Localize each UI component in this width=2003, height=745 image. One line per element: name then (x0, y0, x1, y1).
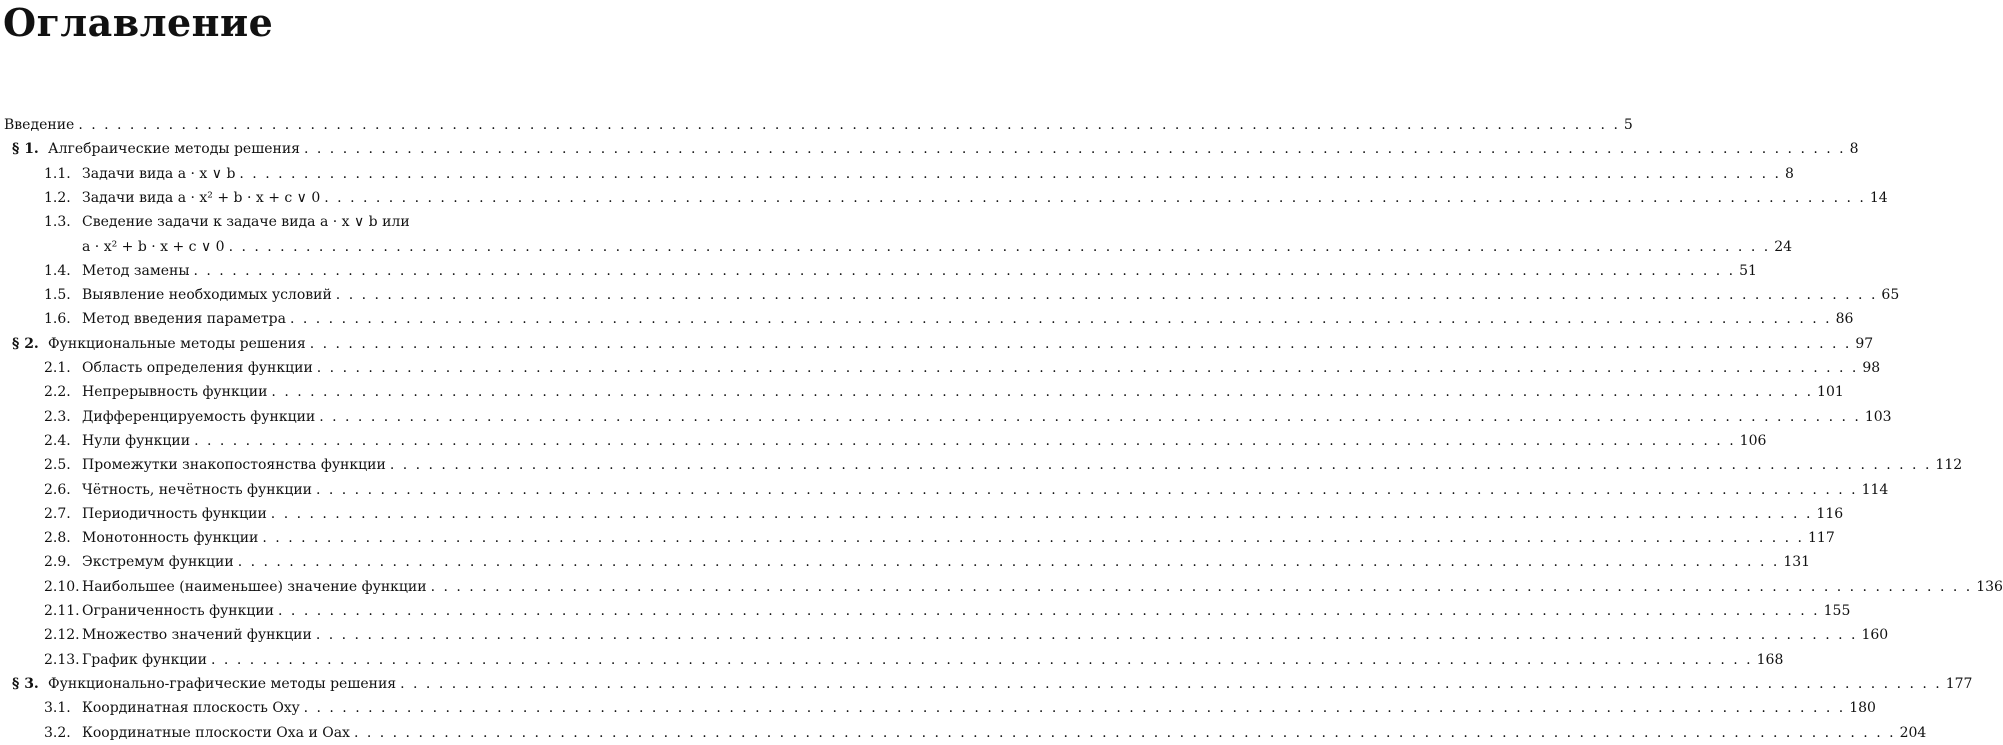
toc-entry-number: 2.4. (44, 432, 71, 449)
toc-dot-leader: . . . . . . . . . . . . . . . . . . . . . . . . . . . . . . . . . . . . . . . . . . . . . . . . . . . . . . . . . . . . . . . . . . . . . . . . . . . . . . . . . . . . . . . . . . . . . . . . . . . . . . . . . . . . . . . . . . . . . . . . (430, 578, 1973, 595)
toc-entry[interactable] (0, 575, 2003, 599)
toc-entry-number: § 1. (12, 141, 39, 158)
toc-page-number: 97 (1855, 335, 1874, 352)
toc-entry-title: Множество значений функции (82, 627, 312, 644)
toc-entry[interactable] (0, 332, 1874, 356)
toc-dot-leader: . . . . . . . . . . . . . . . . . . . . . . . . . . . . . . . . . . . . . . . . . . . . . . . . . . . . . . . . . . . . . . . . . . . . . . . . . . . . . . . . . . . . . . . . . . . . . . . . . . . . . . . . . . . . . . . . . . . . . . . . (303, 700, 1846, 717)
toc-page-number: 160 (1861, 627, 1889, 644)
toc-page-number: 117 (1808, 530, 1835, 547)
toc-dot-leader: . . . . . . . . . . . . . . . . . . . . . . . . . . . . . . . . . . . . . . . . . . . . . . . . . . . . . . . . . . . . . . . . . . . . . . . . . . . . . . . . . . . . . . . . . . . . . . . . . . . . . . . . . . . . . . . . . . . . . . . . (278, 603, 1820, 619)
toc-entry[interactable] (0, 235, 1793, 259)
toc-entry[interactable] (0, 696, 1876, 720)
toc-entry[interactable] (0, 526, 1835, 550)
toc-page-number: 65 (1881, 287, 1900, 304)
toc-page-number: 106 (1739, 432, 1767, 449)
toc-page-number: 101 (1817, 384, 1844, 401)
toc-entry[interactable] (0, 186, 1888, 210)
toc-entry-number: 2.7. (44, 505, 71, 522)
toc-dot-leader: . . . . . . . . . . . . . . . . . . . . . . . . . . . . . . . . . . . . . . . . . . . . . . . . . . . . . . . . . . . . . . . . . . . . . . . . . . . . . . . . . . . . . . . . . . . . . . . . . . . . . . . . . . . . . . . . . . . . . . . . (315, 627, 1858, 644)
toc-entry-number: § 2. (12, 335, 39, 352)
toc-dot-leader: . . . . . . . . . . . . . . . . . . . . . . . . . . . . . . . . . . . . . . . . . . . . . . . . . . . . . . . . . . . . . . . . . . . . . . . . . . . . . . . . . . . . . . . . . . . . . . . . . . . . . . . . . . . . . . . . . . . . . . . . (271, 384, 1814, 401)
toc-entry-title: Экстремум функции (82, 554, 234, 571)
toc-page-number: 114 (1861, 481, 1889, 498)
toc-entry-title: Функциональные методы решения (48, 335, 306, 352)
toc-entry-title: Монотонность функции (82, 530, 259, 547)
toc-entry[interactable] (0, 283, 1900, 307)
toc-dot-leader: . . . . . . . . . . . . . . . . . . . . . . . . . . . . . . . . . . . . . . . . . . . . . . . . . . . . . . . . . . . . . . . . . . . . . . . . . . . . . . . . . . . . . . . . . . . . . . . . . . . . . . . . . . . . . . . . . . . . . . . . (237, 554, 1780, 571)
toc-entry-title: Задачи вида a · x ∨ b (82, 165, 236, 182)
toc-entry[interactable] (0, 502, 1844, 526)
toc-dot-leader: . . . . . . . . . . . . . . . . . . . . . . . . . . . . . . . . . . . . . . . . . . . . . . . . . . . . . . . . . . . . . . . . . . . . . . . . . . . . . . . . . . . . . . . . . . . . . . . . . . . . . . . . . . . . . . . . . . . . . . . . (316, 360, 1859, 376)
toc-page-number: 86 (1835, 311, 1854, 328)
toc-entry[interactable] (0, 162, 1794, 186)
toc-entry-title: Промежутки знакопостоянства функции (82, 457, 386, 474)
toc-entry-title: Непрерывность функции (82, 384, 268, 401)
toc-dot-leader: . . . . . . . . . . . . . . . . . . . . . . . . . . . . . . . . . . . . . . . . . . . . . . . . . . . . . . . . . . . . . . . . . . . . . . . . . . . . . . . . . . . . . . . . . . . . . . . . . . . . . . . . . . . . . . . . . . . . . . . . (78, 117, 1620, 133)
toc-dot-leader: . . . . . . . . . . . . . . . . . . . . . . . . . . . . . . . . . . . . . . . . . . . . . . . . . . . . . . . . . . . . . . . . . . . . . . . . . . . . . . . . . . . . . . . . . . . . . . . . . . . . . . . . . . . . . . . . . . . . . . . . (335, 287, 1878, 304)
toc-entry-number: 3.1. (44, 700, 71, 717)
toc-dot-leader: . . . . . . . . . . . . . . . . . . . . . . . . . . . . . . . . . . . . . . . . . . . . . . . . . . . . . . . . . . . . . . . . . . . . . . . . . . . . . . . . . . . . . . . . . . . . . . . . . . . . . . . . . . . . . . . . . . . . . . . . (319, 408, 1861, 425)
toc-entry-number: 2.12. (44, 627, 80, 644)
toc-entry-number: 1.3. (44, 214, 71, 231)
toc-entry-title: Нули функции (82, 432, 191, 449)
toc-dot-leader: . . . . . . . . . . . . . . . . . . . . . . . . . . . . . . . . . . . . . . . . . . . . . . . . . . . . . . . . . . . . . . . . . . . . . . . . . . . . . . . . . . . . . . . . . . . . . . . . . . . . . . . . . . . . . . . . . . . . . . . . (289, 311, 1832, 328)
toc-dot-leader: . . . . . . . . . . . . . . . . . . . . . . . . . . . . . . . . . . . . . . . . . . . . . . . . . . . . . . . . . . . . . . . . . . . . . . . . . . . . . . . . . . . . . . . . . . . . . . . . . . . . . . . . . . . . . . . . . . . . . . . . (309, 335, 1852, 352)
page-title: Оглавление (3, 0, 274, 45)
toc-entry-number: 1.2. (44, 189, 71, 206)
toc-dot-leader: . . . . . . . . . . . . . . . . . . . . . . . . . . . . . . . . . . . . . . . . . . . . . . . . . . . . . . . . . . . . . . . . . . . . . . . . . . . . . . . . . . . . . . . . . . . . . . . . . . . . . . . . . . . . . . . . . . . . . . . . (353, 724, 1896, 741)
toc-page-number: 14 (1869, 189, 1888, 206)
toc-page-number: 131 (1783, 554, 1811, 571)
toc-entry-number: 1.6. (44, 311, 71, 328)
toc-entry-title: Метод замены (82, 262, 190, 279)
toc-entry-title: Координатная плоскость Oxy (82, 700, 300, 717)
toc-entry-number: 1.4. (44, 262, 71, 279)
toc-entry-number: 2.5. (44, 457, 71, 474)
toc-entry-title: Ограниченность функции (82, 603, 275, 619)
toc-page-number: 51 (1739, 262, 1757, 279)
toc-dot-leader: . . . . . . . . . . . . . . . . . . . . . . . . . . . . . . . . . . . . . . . . . . . . . . . . . . . . . . . . . . . . . . . . . . . . . . . . . . . . . . . . . . . . . . . . . . . . . . . . . . . . . . . . . . . . . . . . . . . . . . . . (389, 457, 1932, 474)
toc-entry-number: 1.5. (44, 287, 71, 304)
toc-entry-number: 2.8. (44, 530, 71, 547)
toc-entry-title: a · x² + b · x + c ∨ 0 (82, 238, 225, 255)
toc-entry[interactable] (0, 113, 1633, 137)
toc-page-number: 177 (1945, 675, 1973, 692)
toc-entry-title: Координатные плоскости Oxa и Oax (82, 724, 350, 741)
toc-entry[interactable] (0, 356, 1881, 380)
toc-entry-number: 2.6. (44, 481, 71, 498)
toc-entry-number: 2.13. (44, 651, 80, 668)
toc-page-number: 103 (1864, 408, 1892, 425)
toc-dot-leader: . . . . . . . . . . . . . . . . . . . . . . . . . . . . . . . . . . . . . . . . . . . . . . . . . . . . . . . . . . . . . . . . . . . . . . . . . . . . . . . . . . . . . . . . . . . . . . . . . . . . . . . . . . . . . . . . . . . . . . . . (315, 481, 1858, 498)
toc-dot-leader: . . . . . . . . . . . . . . . . . . . . . . . . . . . . . . . . . . . . . . . . . . . . . . . . . . . . . . . . . . . . . . . . . . . . . . . . . . . . . . . . . . . . . . . . . . . . . . . . . . . . . . . . . . . . . . . . . . . . . . . . (304, 141, 1846, 158)
toc-page-number: 8 (1849, 141, 1859, 158)
toc-entry-number: 3.2. (44, 724, 71, 741)
toc-page-number: 112 (1935, 457, 1963, 474)
toc-entry[interactable] (0, 307, 1854, 331)
toc-entry-title: Метод введения параметра (82, 311, 286, 328)
toc-page-number: 155 (1823, 603, 1851, 619)
toc-dot-leader: . . . . . . . . . . . . . . . . . . . . . . . . . . . . . . . . . . . . . . . . . . . . . . . . . . . . . . . . . . . . . . . . . . . . . . . . . . . . . . . . . . . . . . . . . . . . . . . . . . . . . . . . . . . . . . . . . . . . . . . . (262, 530, 1804, 547)
toc-page-number: 136 (1976, 578, 2003, 595)
toc-entry[interactable] (0, 623, 1889, 647)
toc-dot-leader: . . . . . . . . . . . . . . . . . . . . . . . . . . . . . . . . . . . . . . . . . . . . . . . . . . . . . . . . . . . . . . . . . . . . . . . . . . . . . . . . . . . . . . . . . . . . . . . . . . . . . . . . . . . . . . . . . . . . . . . . (193, 262, 1736, 279)
toc-entry-number: 2.2. (44, 384, 71, 401)
toc-entry[interactable] (0, 453, 1963, 477)
toc-entry-number: 1.1. (44, 165, 71, 182)
toc-dot-leader: . . . . . . . . . . . . . . . . . . . . . . . . . . . . . . . . . . . . . . . . . . . . . . . . . . . . . . . . . . . . . . . . . . . . . . . . . . . . . . . . . . . . . . . . . . . . . . . . . . . . . . . . . . . . . . . . . . . . . . . . (400, 675, 1942, 692)
toc-dot-leader: . . . . . . . . . . . . . . . . . . . . . . . . . . . . . . . . . . . . . . . . . . . . . . . . . . . . . . . . . . . . . . . . . . . . . . . . . . . . . . . . . . . . . . . . . . . . . . . . . . . . . . . . . . . . . . . . . . . . . . . . (270, 505, 1813, 522)
toc-page-number: 168 (1756, 651, 1784, 668)
toc-entry-title: Наибольшее (наименьшее) значение функции (82, 578, 427, 595)
toc-page-number: 8 (1785, 165, 1794, 182)
toc-page-number: 204 (1899, 724, 1927, 741)
toc-entry-number: 2.10. (44, 578, 80, 595)
toc-entry[interactable] (0, 721, 1927, 745)
toc-entry-number: 2.1. (44, 360, 71, 376)
toc-entry[interactable] (0, 405, 1892, 429)
toc-entry[interactable] (0, 550, 1811, 574)
toc-entry[interactable] (0, 672, 1973, 696)
toc-entry-title: Сведение задачи к задаче вида a · x ∨ b или (82, 214, 410, 231)
toc-page-number: 116 (1816, 505, 1844, 522)
toc-page-number: 98 (1862, 360, 1881, 376)
toc-entry-title: Чётность, нечётность функции (82, 481, 312, 498)
toc-entry-title: Выявление необходимых условий (82, 287, 332, 304)
toc-dot-leader: . . . . . . . . . . . . . . . . . . . . . . . . . . . . . . . . . . . . . . . . . . . . . . . . . . . . . . . . . . . . . . . . . . . . . . . . . . . . . . . . . . . . . . . . . . . . . . . . . . . . . . . . . . . . . . . . . . . . . . . . (324, 189, 1866, 206)
toc-entry-title: Алгебраические методы решения (48, 141, 300, 158)
toc-entry[interactable] (0, 380, 1844, 404)
toc-dot-leader: . . . . . . . . . . . . . . . . . . . . . . . . . . . . . . . . . . . . . . . . . . . . . . . . . . . . . . . . . . . . . . . . . . . . . . . . . . . . . . . . . . . . . . . . . . . . . . . . . . . . . . . . . . . . . . . . . . . . . . . . (239, 165, 1782, 182)
toc-entry-number: 2.3. (44, 408, 71, 425)
toc-entry-title: Дифференцируемость функции (82, 408, 316, 425)
toc-entry[interactable] (0, 210, 543, 234)
toc-dot-leader: . . . . . . . . . . . . . . . . . . . . . . . . . . . . . . . . . . . . . . . . . . . . . . . . . . . . . . . . . . . . . . . . . . . . . . . . . . . . . . . . . . . . . . . . . . . . . . . . . . . . . . . . . . . . . . . . . . . . . . . . (194, 432, 1736, 449)
toc-entry[interactable] (0, 137, 1859, 161)
toc-entry-title: График функции (82, 651, 208, 668)
toc-entry-title: Периодичность функции (82, 505, 267, 522)
toc-entry[interactable] (0, 599, 1851, 623)
toc-entry[interactable] (0, 429, 1767, 453)
toc-entry-title: Введение (4, 117, 75, 133)
toc-entry-number: 2.9. (44, 554, 71, 571)
toc-page-number: 5 (1623, 117, 1633, 133)
toc-entry-number: 2.11. (44, 603, 80, 619)
toc-entry-title: Функционально-графические методы решения (48, 675, 397, 692)
toc-entry-title: Задачи вида a · x² + b · x + c ∨ 0 (82, 189, 321, 206)
toc-dot-leader: . . . . . . . . . . . . . . . . . . . . . . . . . . . . . . . . . . . . . . . . . . . . . . . . . . . . . . . . . . . . . . . . . . . . . . . . . . . . . . . . . . . . . . . . . . . . . . . . . . . . . . . . . . . . . . . . . . . . . . . . (211, 651, 1753, 668)
toc-entry-title: Область определения функции (82, 360, 313, 376)
toc-dot-leader: . . . . . . . . . . . . . . . . . . . . . . . . . . . . . . . . . . . . . . . . . . . . . . . . . . . . . . . . . . . . . . . . . . . . . . . . . . . . . . . . . . . . . . . . . . . . . . . . . . . . . . . . . . . . . . . . . . . . . . . . (228, 238, 1771, 255)
toc-entry[interactable] (0, 478, 1889, 502)
toc-entry[interactable] (0, 648, 1784, 672)
toc-entry[interactable] (0, 259, 1757, 283)
toc-page-number: 24 (1774, 238, 1793, 255)
toc-page-number: 180 (1849, 700, 1876, 717)
toc-entry-number: § 3. (12, 675, 39, 692)
